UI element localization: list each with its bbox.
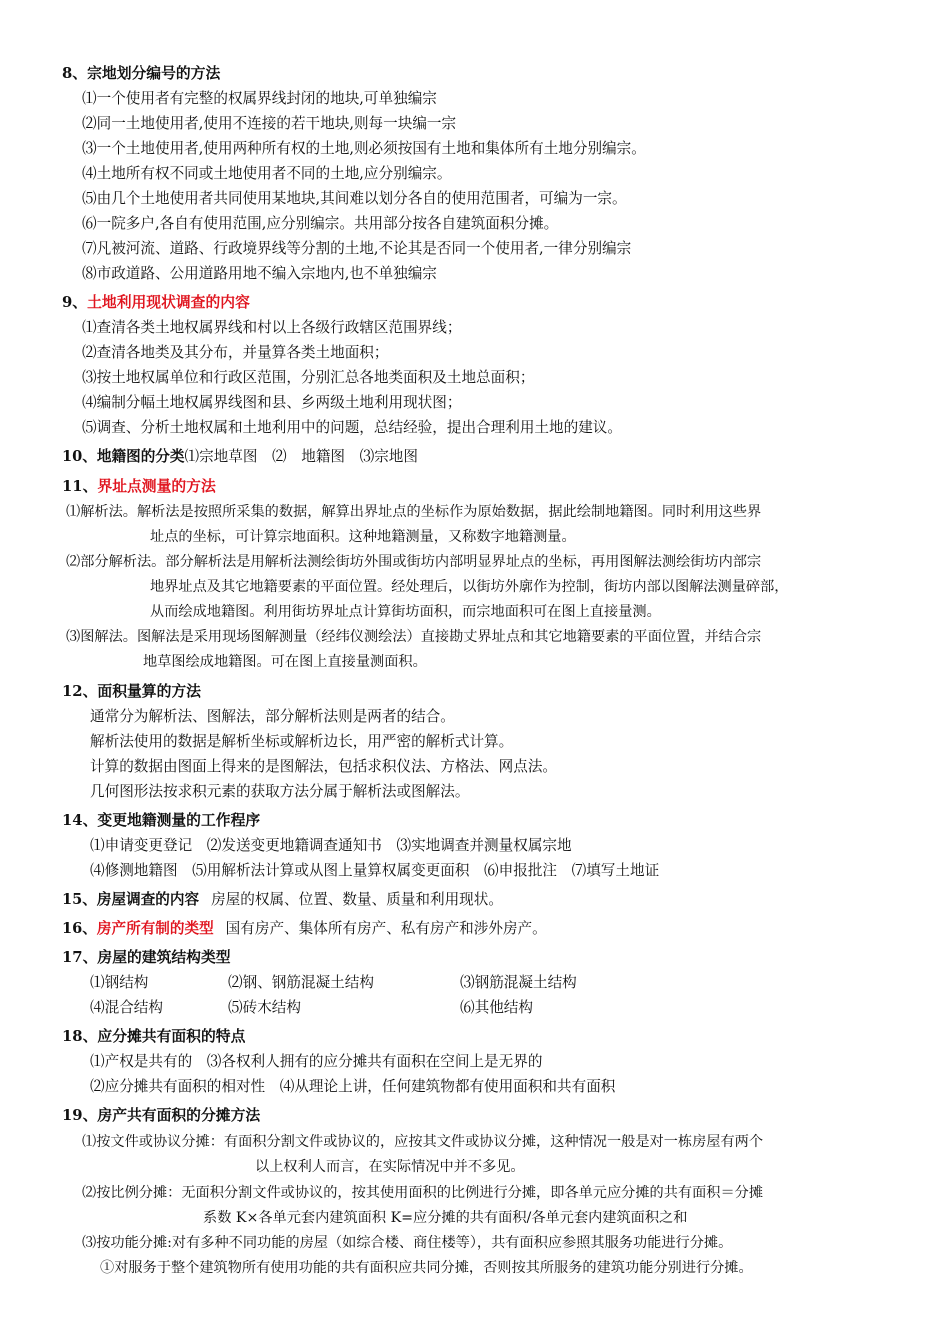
section-11-heading: 11、界址点测量的方法 <box>62 478 216 495</box>
list-item: ⑵同一土地使用者,使用不连接的若干地块,则每一块编一宗 <box>82 115 457 132</box>
paragraph-line: ⑶按功能分摊:对有多种不同功能的房屋（如综合楼、商住楼等），共有面积应参照其服务功能进行分摊。 <box>82 1235 733 1251</box>
paragraph-line: 址点的坐标，可计算宗地面积。这种地籍测量，又称数字地籍测量。 <box>150 529 576 545</box>
list-item: ⑺凡被河流、道路、行政境界线等分割的土地,不论其是否同一个使用者,一律分别编宗 <box>82 240 632 257</box>
section-14-heading: 14、变更地籍测量的工作程序 <box>62 812 261 829</box>
section-18-heading: 18、应分摊共有面积的特点 <box>62 1028 246 1045</box>
section-10-heading: 10、地籍图的分类⑴宗地草图 ⑵ 地籍图 ⑶宗地图 <box>62 448 418 465</box>
list-item: ⑸调查、分析土地权属和土地利用中的问题，总结经验，提出合理利用土地的建议。 <box>82 419 622 436</box>
paragraph-line: 地界址点及其它地籍要素的平面位置。经处理后，以街坊外廓作为控制，街坊内部以图解法测量碎部， <box>150 579 789 595</box>
section-16-heading: 16、房产所有制的类型 国有房产、集体所有房产、私有房产和涉外房产。 <box>62 920 547 937</box>
structure-type-item: ⑶钢筋混凝土结构 <box>460 974 577 991</box>
list-item: ⑵应分摊共有面积的相对性 ⑷从理论上讲，任何建筑物都有使用面积和共有面积 <box>90 1078 616 1095</box>
list-item: ⑷土地所有权不同或土地使用者不同的土地,应分别编宗。 <box>82 165 452 182</box>
paragraph-line: 系数 K×各单元套内建筑面积 K=应分摊的共有面积/各单元套内建筑面积之和 <box>203 1210 688 1226</box>
section-8-heading: 8、宗地划分编号的方法 <box>62 65 221 82</box>
list-item: ⑴产权是共有的 ⑶各权利人拥有的应分摊共有面积在空间上是无界的 <box>90 1053 543 1070</box>
list-item: ⑶一个土地使用者,使用两种所有权的土地,则必须按国有土地和集体所有土地分别编宗。 <box>82 140 646 157</box>
list-item: ⑴一个使用者有完整的权属界线封闭的地块,可单独编宗 <box>82 90 437 107</box>
structure-type-item: ⑸砖木结构 <box>228 999 301 1016</box>
list-item: ⑸由几个土地使用者共同使用某地块,其间难以划分各自的使用范围者，可编为一宗。 <box>82 190 627 207</box>
paragraph-line: 以上权利人而言，在实际情况中并不多见。 <box>255 1159 525 1175</box>
list-item: ⑶按土地权属单位和行政区范围，分别汇总各地类面积及土地总面积； <box>82 369 535 386</box>
paragraph-line: ⑶图解法。图解法是采用现场图解测量（经纬仪测绘法）直接勘丈界址点和其它地籍要素的平面位置，并结合宗 <box>66 629 762 645</box>
section-17-heading: 17、房屋的建筑结构类型 <box>62 949 231 966</box>
list-item: ⑴查清各类土地权属界线和村以上各级行政辖区范围界线； <box>82 319 462 336</box>
section-9-heading: 9、土地利用现状调查的内容 <box>62 294 250 311</box>
paragraph-line: ⑵按比例分摊：无面积分割文件或协议的，按其使用面积的比例进行分摊，即各单元应分摊的共有面积＝分摊 <box>82 1185 764 1201</box>
section-12-heading: 12、面积量算的方法 <box>62 683 201 700</box>
structure-type-item: ⑴钢结构 <box>90 974 149 991</box>
list-item: ⑻市政道路、公用道路用地不编入宗地内,也不单独编宗 <box>82 265 437 282</box>
paragraph-line: ①对服务于整个建筑物所有使用功能的共有面积应共同分摊，否则按其所服务的建筑功能分别进行分摊。 <box>100 1260 753 1276</box>
structure-type-item: ⑷混合结构 <box>90 999 163 1016</box>
section-19-heading: 19、房产共有面积的分摊方法 <box>62 1107 261 1124</box>
structure-type-item: ⑹其他结构 <box>460 999 533 1016</box>
list-item: ⑹一院多户,各自有使用范围,应分别编宗。共用部分按各自建筑面积分摊。 <box>82 215 559 232</box>
list-item: ⑴申请变更登记 ⑵发送变更地籍调查通知书 ⑶实地调查并测量权属宗地 <box>90 837 572 854</box>
paragraph-line: 地草图绘成地籍图。可在图上直接量测面积。 <box>143 654 427 670</box>
paragraph-line: ⑵部分解析法。部分解析法是用解析法测绘街坊外围或街坊内部明显界址点的坐标，再用图解法测绘街坊内部宗 <box>66 554 762 570</box>
list-item: ⑷编制分幅土地权属界线图和县、乡两级土地利用现状图； <box>82 394 462 411</box>
list-item: 解析法使用的数据是解析坐标或解析边长，用严密的解析式计算。 <box>90 733 514 750</box>
section-15-heading: 15、房屋调查的内容 房屋的权属、位置、数量、质量和利用现状。 <box>62 891 503 908</box>
paragraph-line: ⑴按文件或协议分摊：有面积分割文件或协议的，应按其文件或协议分摊，这种情况一般是对一栋房屋有两个 <box>82 1134 764 1150</box>
list-item: 几何图形法按求积元素的获取方法分属于解析法或图解法。 <box>90 783 470 800</box>
paragraph-line: ⑴解析法。解析法是按照所采集的数据，解算出界址点的坐标作为原始数据，据此绘制地籍图。同时利用这些界 <box>66 504 762 520</box>
paragraph-line: 从而绘成地籍图。利用街坊界址点计算街坊面积，而宗地面积可在图上直接量测。 <box>150 604 661 620</box>
list-item: 通常分为解析法、图解法，部分解析法则是两者的结合。 <box>90 708 455 725</box>
list-item: ⑷修测地籍图 ⑸用解析法计算或从图上量算权属变更面积 ⑹申报批注 ⑺填写土地证 <box>90 862 660 879</box>
list-item: 计算的数据由图面上得来的是图解法，包括求积仪法、方格法、网点法。 <box>90 758 558 775</box>
list-item: ⑵查清各地类及其分布，并量算各类土地面积； <box>82 344 389 361</box>
structure-type-item: ⑵钢、钢筋混凝土结构 <box>228 974 374 991</box>
